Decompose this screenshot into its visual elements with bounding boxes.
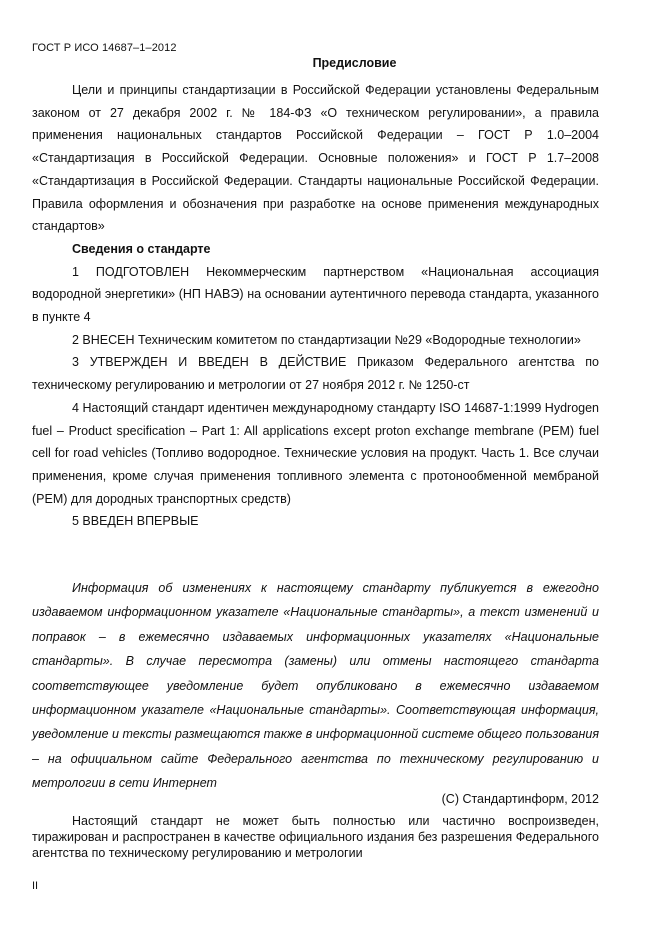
info-item-5: 5 ВВЕДЕН ВПЕРВЫЕ xyxy=(72,514,199,529)
rights-statement: Настоящий стандарт не может быть полностью или частично воспроизведен, тиражирован и распространен в качестве официального издания без разрешения Федерального агентства по техническому регулированию и метрологии xyxy=(32,814,599,860)
copyright-line: (С) Стандартинформ, 2012 xyxy=(441,792,599,806)
page-title xyxy=(0,56,661,70)
standard-header: ГОСТ Р ИСО 14687–1–2012 xyxy=(32,42,177,54)
info-item-1: 1 ПОДГОТОВЛЕН Некоммерческим партнерством «Национальная ассоциация водородной энергетики» (НП НАВЭ) на основании аутентичного перевода стандарта, указанного в пункте 4 xyxy=(32,264,599,325)
info-item-2: 2 ВНЕСЕН Техническим комитетом по стандартизации №29 «Водородные технологии» xyxy=(72,332,581,347)
page-number: II xyxy=(32,880,39,892)
info-item-3: 3 УТВЕРЖДЕН И ВВЕДЕН В ДЕЙСТВИЕ Приказом Федерального агентства по техническому регулированию и метрологии от 27 ноября 2012 г. № 1250-ст xyxy=(32,355,599,393)
title-text: Предисловие xyxy=(312,56,397,70)
section-heading: Сведения о стандарте xyxy=(72,241,211,256)
info-item-4: 4 Настоящий стандарт идентичен международному стандарту ISO 14687-1:1999 Hydrogen fuel – Product specification – Part 1: All applications except proton exchange membrane (PEM) fuel cell for road vehicles (Топливо водородное. Технические условия на продукт. Часть 1. Все случаи применения, кроме случая применения топливного элемента с протонообменной мембраной (PEM) для дородных транспортных средств) xyxy=(32,400,599,506)
intro-paragraph: Цели и принципы стандартизации в Российской Федерации установлены Федеральным законом от 27 декабря 2002 г. № 184-ФЗ «О техническом регулировании», а правила применения национальных стандартов Российской Федерации – ГОСТ Р 1.0–2004 «Стандартизация в Российской Федерации. Основные положения» и ГОСТ Р 1.7–2008 «Стандартизация в Российской Федерации. Стандарты национальные Российской Федерации. Правила оформления и обозначения при разработке на основе применения международных стандартов» xyxy=(32,83,599,234)
changes-notice: Информация об изменениях к настоящему стандарту публикуется в ежегодно издаваемом информационном указателе «Национальные стандарты», а текст изменений и поправок – в ежемесячно издаваемых информационных указателях «Национальные стандарты». В случае пересмотра (замены) или отмены настоящего стандарта соответствующее уведомление будет опубликовано в ежемесячно издаваемом информационном указателе «Национальные стандарты». Соответствующая информация, уведомление и тексты размещаются также в информационной системе общего пользования – на официальном сайте Федерального агентства по техническому регулированию и метрологии в сети Интернет xyxy=(32,581,599,791)
preface-body xyxy=(32,79,599,533)
